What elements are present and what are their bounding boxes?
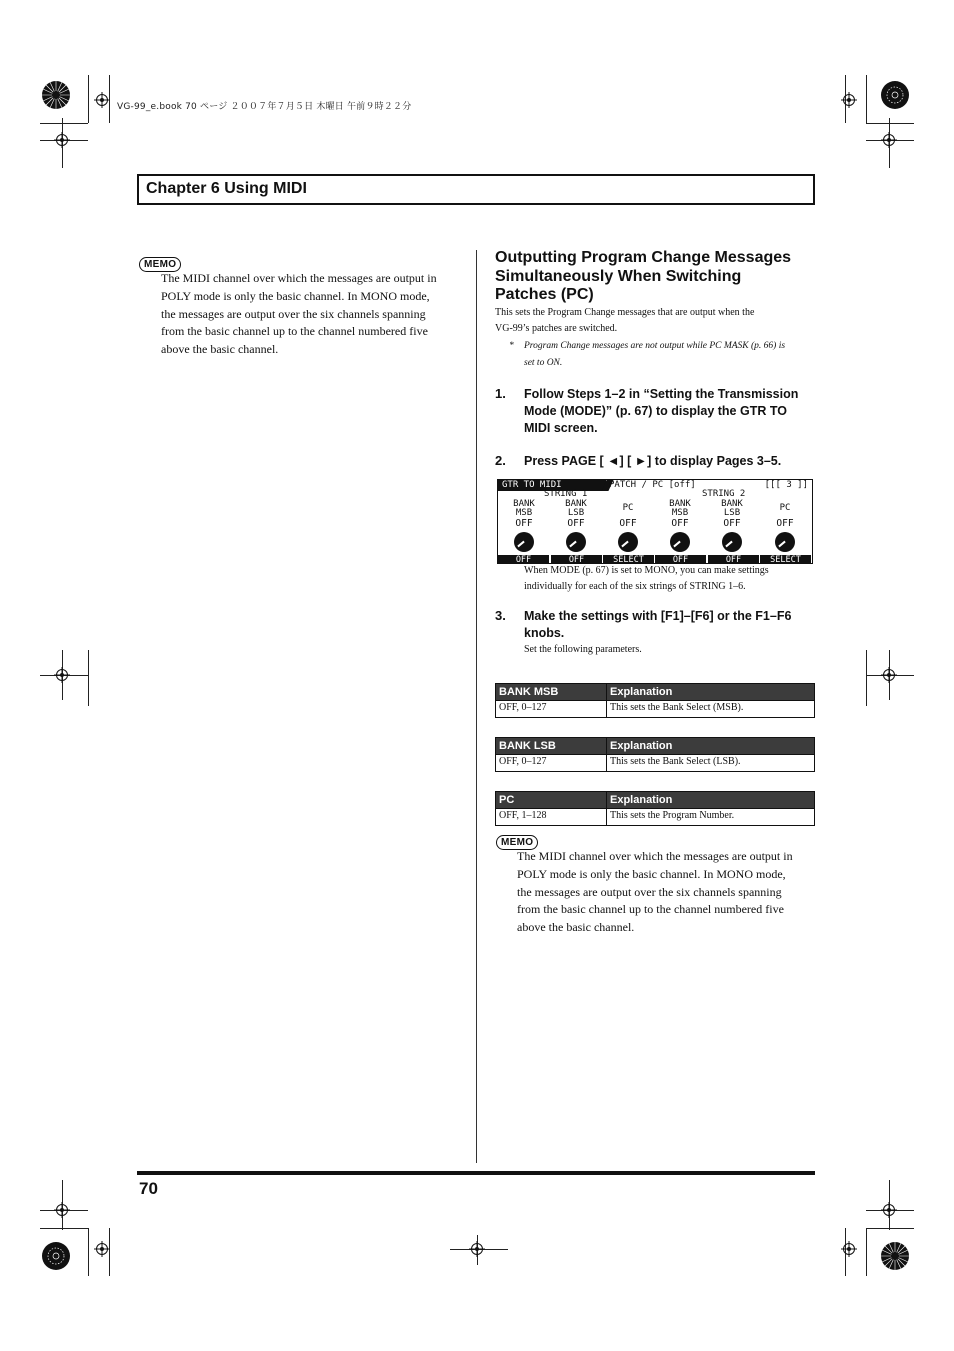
step-text: Press PAGE [ ◄] [ ►] to display Pages 3–5.	[524, 454, 782, 468]
memo-badge: MEMO	[496, 832, 538, 850]
registration-crosshair-icon	[54, 1202, 70, 1218]
lcd-screen	[497, 479, 813, 564]
table-header-param: PC	[496, 792, 607, 809]
registration-crosshair-icon	[469, 1241, 485, 1257]
column-divider	[476, 250, 477, 1163]
table-header-row	[496, 792, 815, 809]
table-cell-description: This sets the Bank Select (LSB).	[607, 755, 815, 772]
table-header-explanation: Explanation	[607, 738, 815, 755]
table-cell-range: OFF, 0–127	[496, 755, 607, 772]
page-number: 70	[139, 1179, 158, 1198]
note-marker: *	[509, 341, 514, 351]
lcd-group-string-2: STRING 2	[702, 489, 746, 499]
step-number: 2.	[495, 453, 506, 468]
lcd-patch-label: PATCH / PC [off]	[609, 480, 696, 490]
step-subtext: Set the following parameters.	[524, 644, 642, 655]
lcd-screen-title: GTR TO MIDI	[498, 480, 606, 491]
knob-icon	[775, 532, 795, 552]
lcd-caption: When MODE (p. 67) is set to MONO, you can make settings individually for each of the six strings of STRING 1–6.	[524, 565, 769, 592]
lcd-param-label: PC	[622, 503, 634, 513]
table-cell-range: OFF, 1–128	[496, 809, 607, 826]
memo-badge: MEMO	[139, 254, 181, 272]
table-header-param: BANK LSB	[496, 738, 607, 755]
lcd-param-label: BANK LSB	[565, 499, 587, 518]
parameter-table-bank-msb	[495, 683, 815, 718]
table-header-row	[496, 738, 815, 755]
note-text: Program Change messages are not output while PC MASK (p. 66) is set to ON.	[524, 341, 786, 368]
table-header-explanation: Explanation	[607, 792, 815, 809]
registration-crosshair-icon	[94, 1241, 110, 1257]
memo-text: The MIDI channel over which the messages are output in POLY mode is only the basic channel. In MONO mode, the messages are output over the six channels spanning from the basic channel up to the channel numbered five above the basic channel.	[517, 849, 793, 935]
registration-crosshair-icon	[841, 1241, 857, 1257]
step-text: Follow Steps 1–2 in “Setting the Transmission Mode (MODE)” (p. 67) to display the GTR TO MIDI screen.	[524, 387, 799, 435]
lcd-function-key-label: SELECT	[603, 555, 654, 564]
parameter-table-bank-lsb	[495, 737, 815, 772]
table-cell-description: This sets the Bank Select (MSB).	[607, 701, 815, 718]
step-number: 3.	[495, 608, 506, 623]
registration-sunburst-icon	[880, 80, 910, 110]
step-text: Make the settings with [F1]–[F6] or the F1–F6 knobs.	[524, 609, 792, 640]
lcd-function-key-label: SELECT	[760, 555, 811, 564]
registration-crosshair-icon	[54, 132, 70, 148]
registration-crosshair-icon	[881, 132, 897, 148]
knob-icon	[514, 532, 534, 552]
registration-sunburst-icon	[880, 1241, 910, 1271]
lcd-group-string-1: STRING 1	[544, 489, 588, 499]
knob-icon	[670, 532, 690, 552]
registration-sunburst-icon	[41, 80, 71, 110]
page-indicator-icon: [[[ 3 ]]	[764, 480, 808, 490]
registration-crosshair-icon	[54, 667, 70, 683]
lcd-param-value: OFF	[671, 518, 689, 529]
section-title: Outputting Program Change Messages Simultaneously When Switching Patches (PC)	[495, 249, 792, 303]
lcd-param-value: OFF	[567, 518, 585, 529]
lcd-function-key-label: OFF	[551, 555, 602, 564]
book-file-header: VG-99_e.book 70 ページ ２００７年７月５日 木曜日 午前９時２２分	[117, 102, 412, 112]
table-row	[496, 755, 815, 772]
table-header-explanation: Explanation	[607, 684, 815, 701]
step-number: 1.	[495, 386, 506, 401]
table-row	[496, 701, 815, 718]
footer-rule	[137, 1171, 815, 1175]
lcd-param-value: OFF	[776, 518, 794, 529]
lcd-function-key-label: OFF	[498, 555, 549, 564]
lcd-param-label: PC	[779, 503, 791, 513]
table-cell-range: OFF, 0–127	[496, 701, 607, 718]
parameter-table-pc	[495, 791, 815, 826]
registration-crosshair-icon	[94, 92, 110, 108]
lcd-param-label: BANK MSB	[669, 499, 691, 518]
knob-icon	[618, 532, 638, 552]
table-header-row	[496, 684, 815, 701]
lcd-param-value: OFF	[723, 518, 741, 529]
knob-icon	[722, 532, 742, 552]
lcd-function-key-label: OFF	[708, 555, 759, 564]
lcd-param-label: BANK LSB	[721, 499, 743, 518]
registration-crosshair-icon	[841, 92, 857, 108]
lcd-function-key-label: OFF	[655, 555, 706, 564]
knob-icon	[566, 532, 586, 552]
memo-text: The MIDI channel over which the messages are output in POLY mode is only the basic channel. In MONO mode, the messages are output over the six channels spanning from the basic channel up to the channel numbered five above the basic channel.	[161, 271, 437, 357]
lcd-param-value: OFF	[619, 518, 637, 529]
registration-crosshair-icon	[881, 1202, 897, 1218]
section-intro: This sets the Program Change messages that are output when the VG-99’s patches are switched.	[495, 307, 755, 334]
table-cell-description: This sets the Program Number.	[607, 809, 815, 826]
table-header-param: BANK MSB	[496, 684, 607, 701]
table-row	[496, 809, 815, 826]
lcd-param-value: OFF	[515, 518, 533, 529]
registration-sunburst-icon	[41, 1241, 71, 1271]
registration-crosshair-icon	[881, 667, 897, 683]
lcd-param-label: BANK MSB	[513, 499, 535, 518]
chapter-title: Chapter 6 Using MIDI	[146, 180, 307, 197]
